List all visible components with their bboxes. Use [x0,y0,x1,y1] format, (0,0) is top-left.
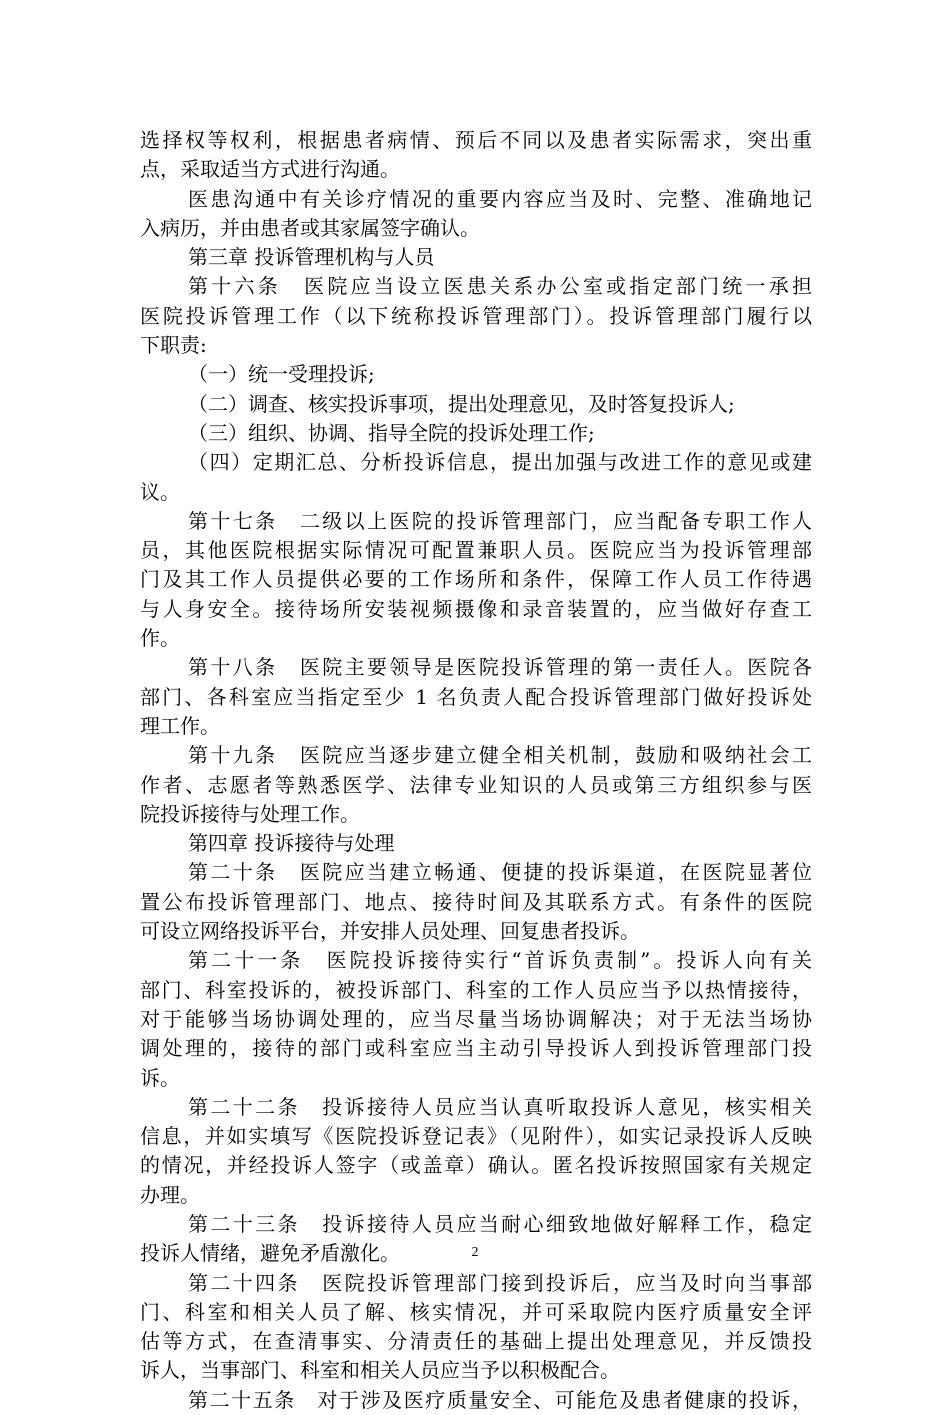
text-line: 作者、志愿者等熟悉医学、法律专业知识的人员或第三方组织参与医 [140,772,812,797]
text-line: 第二十三条 投诉接待人员应当耐心细致地做好解释工作，稳定 [188,1211,812,1236]
text-line: 诉人，当事部门、科室和相关人员应当予以积极配合。 [140,1358,620,1383]
text-line: 第十七条 二级以上医院的投诉管理部门，应当配备专职工作人 [188,508,812,533]
text-line: 诉。 [140,1065,180,1090]
text-line: 对于能够当场协调处理的，应当尽量当场协调解决；对于无法当场协 [140,1006,812,1031]
text-line: 医患沟通中有关诊疗情况的重要内容应当及时、完整、准确地记 [188,186,812,211]
text-line: （三）组织、协调、指导全院的投诉处理工作; [188,420,595,445]
text-line: 第三章 投诉管理机构与人员 [188,245,435,270]
text-line: 点，采取适当方式进行沟通。 [140,157,400,182]
text-line: 第二十一条 医院投诉接待实行“首诉负责制”。投诉人向有关 [188,948,812,973]
text-line: 估等方式，在查清事实、分清责任的基础上提出处理意见，并反馈投 [140,1329,812,1354]
text-line: 第十九条 医院应当逐步建立健全相关机制，鼓励和吸纳社会工 [188,743,812,768]
page-number: 2 [471,1245,479,1260]
text-line: 院投诉接待与处理工作。 [140,801,360,826]
text-line: 的情况，并经投诉人签字（或盖章）确认。匿名投诉按照国家有关规定 [140,1153,812,1178]
text-line: 选择权等权利，根据患者病情、预后不同以及患者实际需求，突出重 [140,128,812,152]
text-line: 置公布投诉管理部门、地点、接待时间及其联系方式。有条件的医院 [140,889,812,914]
text-line: 第十八条 医院主要领导是医院投诉管理的第一责任人。医院各 [188,655,812,680]
text-line: 员，其他医院根据实际情况可配置兼职人员。医院应当为投诉管理部 [140,538,812,563]
text-line: 下职责: [140,333,207,358]
text-line: 第二十四条 医院投诉管理部门接到投诉后，应当及时向当事部 [188,1270,812,1295]
text-line: 作。 [140,626,180,651]
text-line: 第二十条 医院应当建立畅通、便捷的投诉渠道，在医院显著位 [188,860,812,885]
text-line: 信息，并如实填写《医院投诉登记表》（见附件），如实记录投诉人反映 [140,1124,812,1149]
text-line: （一）统一受理投诉; [188,362,375,387]
text-line: 部门、各科室应当指定至少 1 名负责人配合投诉管理部门做好投诉处 [140,684,812,709]
text-line: 门、科室和相关人员了解、核实情况，并可采取院内医疗质量安全评 [140,1299,812,1324]
text-line: 门及其工作人员提供必要的工作场所和条件，保障工作人员工作待遇 [140,567,812,592]
text-line: 第十六条 医院应当设立医患关系办公室或指定部门统一承担 [188,274,812,299]
text-line: 入病历，并由患者或其家属签字确认。 [140,215,480,240]
text-line: 第四章 投诉接待与处理 [188,831,395,856]
text-line: 调处理的，接待的部门或科室应当主动引导投诉人到投诉管理部门投 [140,1036,812,1061]
text-line: 第二十二条 投诉接待人员应当认真听取投诉人意见，核实相关 [188,1094,812,1119]
text-line: 办理。 [140,1182,200,1207]
text-line: 第二十五条 对于涉及医疗质量安全、可能危及患者健康的投诉， [188,1387,812,1412]
text-line: 议。 [140,479,180,504]
text-line: （二）调查、核实投诉事项，提出处理意见，及时答复投诉人; [188,391,735,416]
document-body [140,126,812,1415]
text-line: 可设立网络投诉平台，并安排人员处理、回复患者投诉。 [140,919,640,944]
text-line: 与人身安全。接待场所安装视频摄像和录音装置的，应当做好存查工 [140,596,812,621]
text-line: （四）定期汇总、分析投诉信息，提出加强与改进工作的意见或建 [188,450,812,475]
text-line: 投诉人情绪，避免矛盾激化。 [140,1241,400,1266]
text-line: 部门、科室投诉的，被投诉部门、科室的工作人员应当予以热情接待， [140,977,812,1002]
text-line: 医院投诉管理工作（以下统称投诉管理部门）。投诉管理部门履行以 [140,303,812,328]
text-line: 理工作。 [140,713,220,738]
